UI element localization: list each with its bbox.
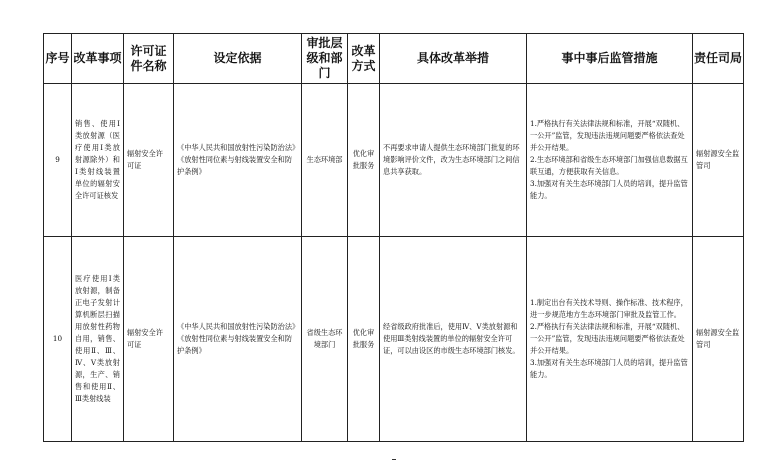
header-no: 序号 [44, 34, 72, 84]
row-measures: 不再要求申请人提供生态环境部门批复的环境影响评价文件，改为生态环境部门之间信息共享获取。 [380, 84, 527, 237]
table-row [44, 237, 744, 442]
header-basis: 设定依据 [174, 34, 302, 84]
row-mode: 优化审批服务 [348, 84, 380, 237]
row-item: 医疗使用Ⅰ类放射源，制备正电子发射计算机断层扫描用放射性药物自用，销售、使用Ⅱ、Ⅲ、Ⅳ、Ⅴ类放射源，生产、销售和使用Ⅱ、Ⅲ类射线装 [72, 237, 124, 442]
row-basis [174, 237, 302, 442]
header-dept: 责任司局 [693, 34, 744, 84]
table-row [44, 84, 744, 237]
supervision-item: 3.加强对有关生态环境部门人员的培训，提升监管能力。 [530, 179, 688, 200]
row-no: 9 [44, 84, 72, 237]
header-license: 许可证件名称 [124, 34, 174, 84]
basis-line: 《中华人民共和国放射性污染防治法》 [177, 322, 300, 331]
row-license: 辐射安全许可证 [124, 237, 174, 442]
row-approval: 生态环境部 [302, 84, 348, 237]
header-item: 改革事项 [72, 34, 124, 84]
supervision-item: 3.加强对有关生态环境部门人员的培训，提升监管能力。 [530, 358, 688, 379]
row-item: 销售、使用Ⅰ类放射源（医疗使用Ⅰ类放射源除外）和Ⅰ类射线装置单位的辐射安全许可证核发 [72, 84, 124, 237]
row-dept: 辐射源安全监管司 [693, 84, 744, 237]
supervision-item: 1.制定出台有关技术导则、操作标准、技术程序，进一步规范地方生态环境部门审批及监管工作。 [530, 298, 688, 319]
basis-line: 《放射性同位素与射线装置安全和防护条例》 [177, 334, 293, 355]
supervision-item: 2.生态环境部和省级生态环境部门加强信息数据互联互通，方便获取有关信息。 [530, 155, 688, 176]
row-supervision [527, 84, 693, 237]
row-mode: 优化审批服务 [348, 237, 380, 442]
page-mark [392, 459, 396, 460]
supervision-item: 2.严格执行有关法律法规和标准，开展“双随机、一公开”监管，发现违法违规问题要严格依法查处并公开结果。 [530, 322, 685, 355]
row-supervision [527, 237, 693, 442]
row-measures: 经省级政府批准后，使用Ⅳ、Ⅴ类放射源和使用Ⅲ类射线装置的单位的辐射安全许可证，可以由设区的市级生态环境部门核发。 [380, 237, 527, 442]
row-approval: 省级生态环境部门 [302, 237, 348, 442]
row-license: 辐射安全许可证 [124, 84, 174, 237]
basis-line: 《中华人民共和国放射性污染防治法》 [177, 143, 300, 152]
row-no: 10 [44, 237, 72, 442]
reform-table [43, 33, 744, 442]
header-supervision: 事中事后监管措施 [527, 34, 693, 84]
row-basis [174, 84, 302, 237]
row-dept: 辐射源安全监管司 [693, 237, 744, 442]
header-mode: 改革方式 [348, 34, 380, 84]
header-row [44, 34, 744, 84]
basis-line: 《放射性同位素与射线装置安全和防护条例》 [177, 155, 293, 176]
header-measures: 具体改革举措 [380, 34, 527, 84]
supervision-item: 1.严格执行有关法律法规和标准，开展“双随机、一公开”监管，发现违法违规问题要严格依法查处并公开结果。 [530, 119, 685, 152]
header-approval: 审批层级和部门 [302, 34, 348, 84]
